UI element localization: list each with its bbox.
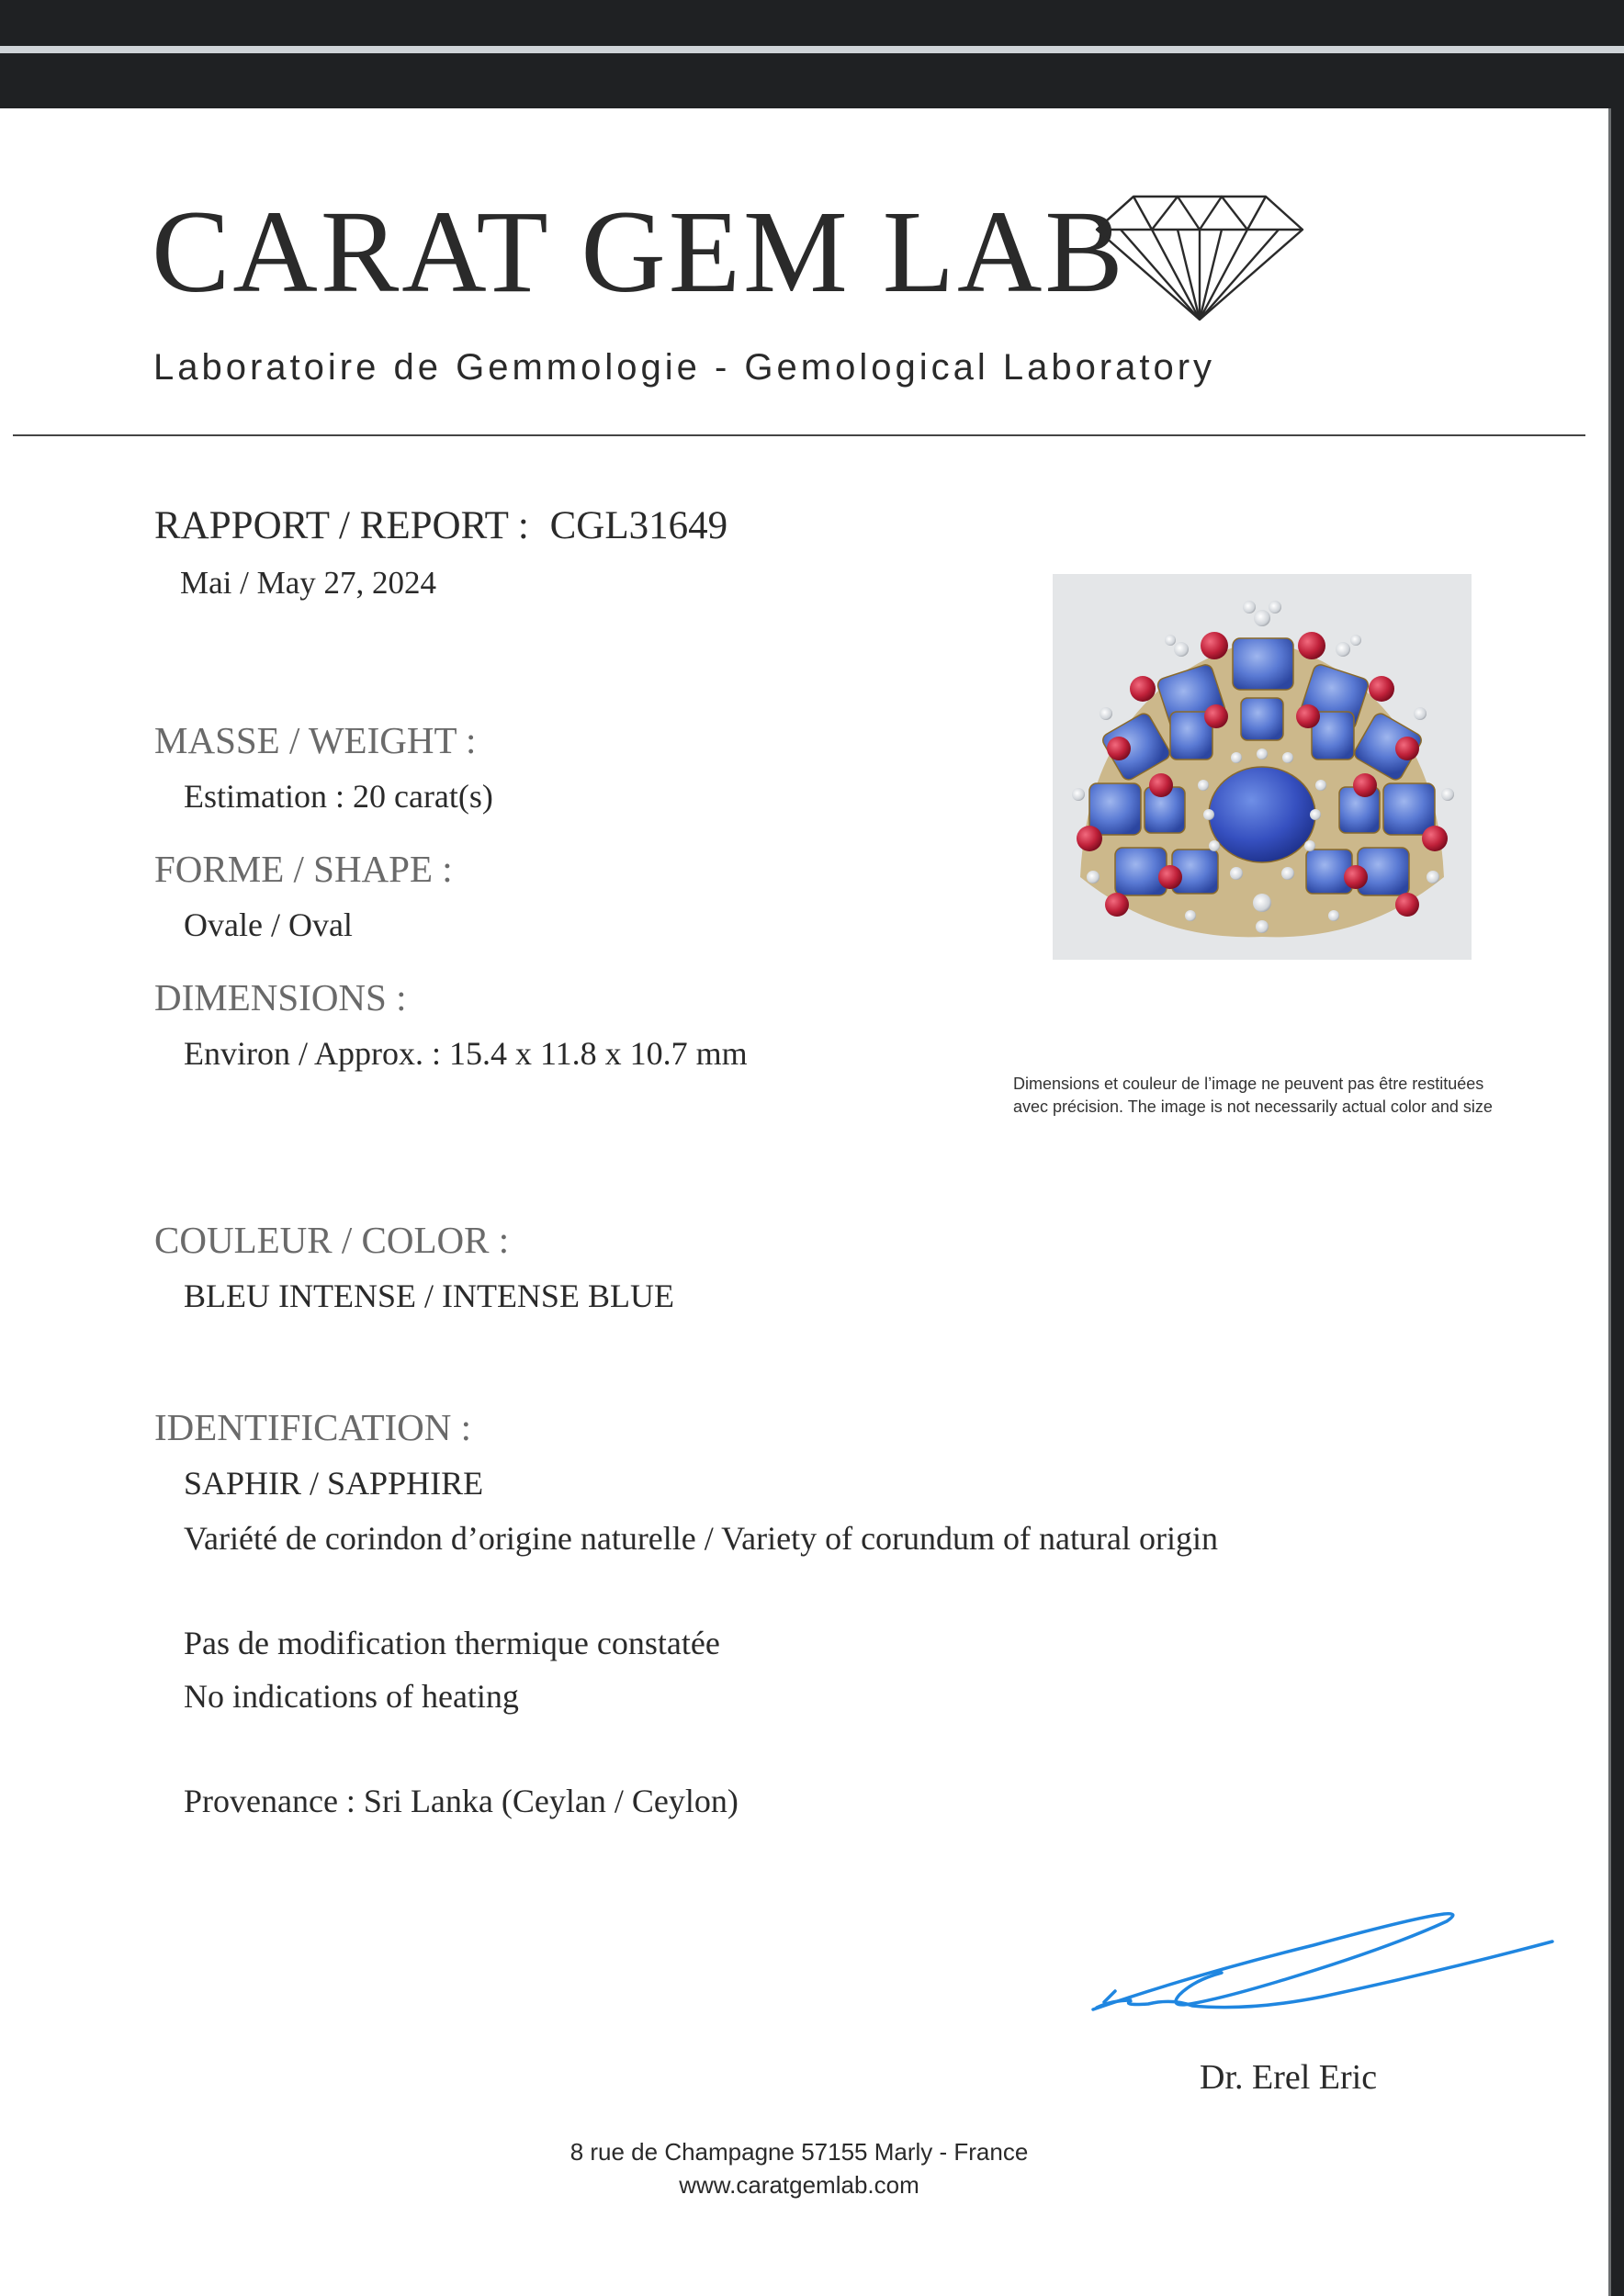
shape-value: Ovale / Oval xyxy=(184,906,353,943)
lab-tagline: Laboratoire de Gemmologie - Gemological Laboratory xyxy=(153,347,1216,388)
gem-photo xyxy=(1053,574,1472,960)
image-disclaimer xyxy=(1013,1073,1528,1119)
identification-species: SAPHIR / SAPPHIRE xyxy=(184,1465,484,1502)
brand-title: CARAT GEM LAB xyxy=(152,186,1126,317)
signer-name: Dr. Erel Eric xyxy=(1200,2058,1378,2097)
top-dark-band xyxy=(0,0,1624,108)
heat-treatment-fr: Pas de modification thermique constatée xyxy=(184,1625,720,1661)
brooch-image xyxy=(1053,574,1472,960)
provenance: Provenance : Sri Lanka (Ceylan / Ceylon) xyxy=(184,1783,739,1819)
heat-treatment-en: No indications of heating xyxy=(184,1678,519,1715)
color-label: COULEUR / COLOR : xyxy=(154,1219,510,1261)
weight-value: Estimation : 20 carat(s) xyxy=(184,778,493,815)
right-dark-edge xyxy=(1611,108,1624,2296)
shape-label: FORME / SHAPE : xyxy=(154,848,453,890)
identification-label: IDENTIFICATION : xyxy=(154,1406,472,1448)
report-line xyxy=(154,503,727,548)
top-band-stripe xyxy=(0,46,1624,53)
image-disclaimer-line1: Dimensions et couleur de l’image ne peuvent pas être restituées xyxy=(1013,1075,1484,1093)
report-label: RAPPORT / REPORT : xyxy=(154,504,529,547)
weight-label: MASSE / WEIGHT : xyxy=(154,719,477,761)
dimensions-value: Environ / Approx. : 15.4 x 11.8 x 10.7 mm xyxy=(184,1035,748,1072)
footer-address: 8 rue de Champagne 57155 Marly - France xyxy=(570,2138,1029,2166)
report-date: Mai / May 27, 2024 xyxy=(180,565,437,601)
diamond-icon xyxy=(1095,193,1304,321)
handwritten-signature xyxy=(1084,1892,1562,2030)
header-divider xyxy=(13,434,1585,436)
report-number: CGL31649 xyxy=(549,504,728,547)
right-edge-line xyxy=(1608,108,1611,2296)
image-disclaimer-line2: avec précision. The image is not necessarily actual color and size xyxy=(1013,1097,1493,1116)
color-value: BLEU INTENSE / INTENSE BLUE xyxy=(184,1277,674,1314)
dimensions-label: DIMENSIONS : xyxy=(154,976,407,1019)
identification-variety: Variété de corindon d’origine naturelle / Variety of corundum of natural origin xyxy=(184,1520,1218,1557)
footer-website[interactable]: www.caratgemlab.com xyxy=(679,2171,919,2199)
